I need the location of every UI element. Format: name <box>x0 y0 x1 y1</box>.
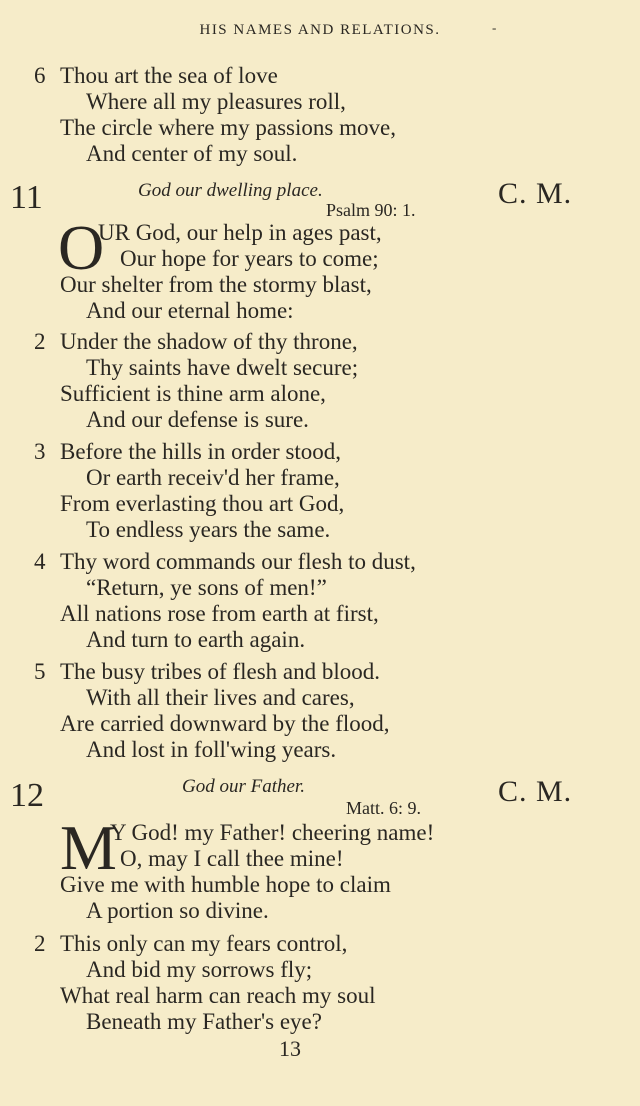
verse-line: The busy tribes of flesh and blood. <box>60 659 381 684</box>
running-header <box>0 22 640 39</box>
verse-line: All nations rose from earth at first, <box>60 601 379 626</box>
verse-line: UR God, our help in ages past, <box>98 220 382 245</box>
verse-number: 5 <box>34 659 46 684</box>
verse-line: This only can my fears control, <box>60 931 348 956</box>
verse-line: Our hope for years to come; <box>120 246 379 271</box>
verse-line: And bid my sorrows fly; <box>86 957 313 982</box>
verse-line: “Return, ye sons of men!” <box>86 575 327 600</box>
scripture-reference: Psalm 90: 1. <box>326 200 416 220</box>
verse-line: And lost in foll'wing years. <box>86 737 337 762</box>
verse-line: Give me with humble hope to claim <box>60 872 391 897</box>
verse-line: And center of my soul. <box>86 141 298 166</box>
verse-line: With all their lives and cares, <box>86 685 355 710</box>
scripture-reference: Matt. 6: 9. <box>346 798 421 818</box>
verse-line: Where all my pleasures roll, <box>86 89 346 114</box>
verse-line: From everlasting thou art God, <box>60 491 345 516</box>
verse-number: 2 <box>34 931 46 956</box>
drop-cap: O <box>58 212 105 283</box>
verse-line: Before the hills in order stood, <box>60 439 342 464</box>
verse-line: What real harm can reach my soul <box>60 983 376 1008</box>
running-title: HIS NAMES AND RELATIONS. <box>199 22 441 38</box>
hymn-meter: C. M. <box>498 775 573 808</box>
verse-line: Y God! my Father! cheering name! <box>110 820 435 845</box>
verse-line: And our defense is sure. <box>86 407 309 432</box>
verse-line: Are carried downward by the flood, <box>60 711 390 736</box>
verse-line: And turn to earth again. <box>86 627 306 652</box>
verse-line: Sufficient is thine arm alone, <box>60 381 326 406</box>
verse-line: A portion so divine. <box>86 898 269 923</box>
verse-line: Thy saints have dwelt secure; <box>86 355 359 380</box>
verse-number: 6 <box>34 63 46 88</box>
header-mark: - <box>492 20 498 35</box>
hymn-meter: C. M. <box>498 177 573 210</box>
verse-line: And our eternal home: <box>86 298 294 323</box>
verse-line: Our shelter from the stormy blast, <box>60 272 372 297</box>
hymn-title: God our dwelling place. <box>138 180 323 201</box>
verse-line: O, may I call thee mine! <box>120 846 344 871</box>
page-number: 13 <box>279 1036 301 1061</box>
verse-line: Thou art the sea of love <box>60 63 278 88</box>
hymn-number: 11 <box>10 179 43 216</box>
drop-cap: M <box>60 812 117 883</box>
verse-number: 2 <box>34 329 46 354</box>
verse-line: Beneath my Father's eye? <box>86 1009 322 1034</box>
verse-line: The circle where my passions move, <box>60 115 396 140</box>
verse-number: 4 <box>34 549 46 574</box>
verse-line: Thy word commands our flesh to dust, <box>60 549 416 574</box>
hymn-title: God our Father. <box>182 776 305 797</box>
hymn-number: 12 <box>10 777 44 814</box>
verse-line: Under the shadow of thy throne, <box>60 329 358 354</box>
verse-line: To endless years the same. <box>86 517 331 542</box>
verse-number: 3 <box>34 439 46 464</box>
verse-line: Or earth receiv'd her frame, <box>86 465 340 490</box>
